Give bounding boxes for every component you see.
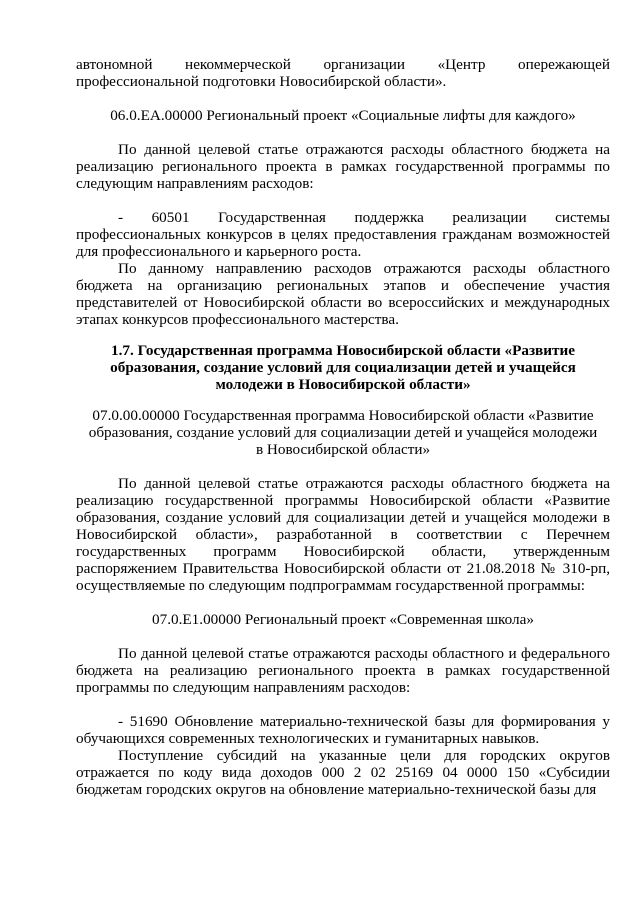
heading-modern-school: 07.0.Е1.00000 Региональный проект «Современная школа» [152,611,534,628]
paragraph-continuation-line2: профессиональной подготовки Новосибирской области». [76,73,447,90]
paragraph-continuation-line1: автономной некоммерческой организации «Центр опережающей [76,56,610,73]
heading-social-lifts: 06.0.ЕА.00000 Региональный проект «Социальные лифты для каждого» [110,107,576,124]
paragraph-direction-51690: - 51690 Обновление материально-технической базы для формирования у обучающихся современных технологических и гуманитарных навыков. [76,713,610,747]
paragraph-modern-school-intro: По данной целевой статье отражаются расходы областного и федерального бюджета на реализацию регионального проекта в рамках государственной программы по следующим направлениям расходов: [76,645,610,696]
paragraph-direction-60501-details: По данному направлению расходов отражаются расходы областного бюджета на организацию региональных этапов и обеспечение участия представителей от Новосибирской области во всероссийских и международных этапах конкурсов профессионального мастерства. [76,260,610,328]
paragraph-expenses-intro: По данной целевой статье отражаются расходы областного бюджета на реализацию регионального проекта в рамках государственной программы по следующим направлениям расходов: [76,141,610,192]
paragraph-subsidies: Поступление субсидий на указанные цели для городских округов отражается по коду вида доходов 000 2 02 25169 04 0000 150 «Субсидии бюджетам городских округов на обновление материально-технической базы для [76,747,610,798]
paragraph-direction-60501: - 60501 Государственная поддержка реализации системы профессиональных конкурсов в целях предоставления гражданам возможностей для профессионального и карьерного роста. [76,209,610,260]
section-title-program-1-7: 1.7. Государственная программа Новосибирской области «Развитие образования, создание условий для социализации детей и учащейся молодежи в Новосибирской области» [110,342,576,393]
document-page [76,56,610,798]
heading-program-07: 07.0.00.00000 Государственная программа Новосибирской области «Развитие образования, создание условий для социализации детей и учащейся молодежи в Новосибирской области» [88,407,598,458]
paragraph-program-07-description: По данной целевой статье отражаются расходы областного бюджета на реализацию государственной программы Новосибирской области «Развитие образования, создание условий для социализации детей и учащейся молодежи в Новосибирской области», разработанной в соответствии с Перечнем государственных программ Новосибирской области, утвержденным распоряжением Правительства Новосибирской области от 21.08.2018 № 310-рп, осуществляемые по следующим подпрограммам государственной программы: [76,475,610,594]
